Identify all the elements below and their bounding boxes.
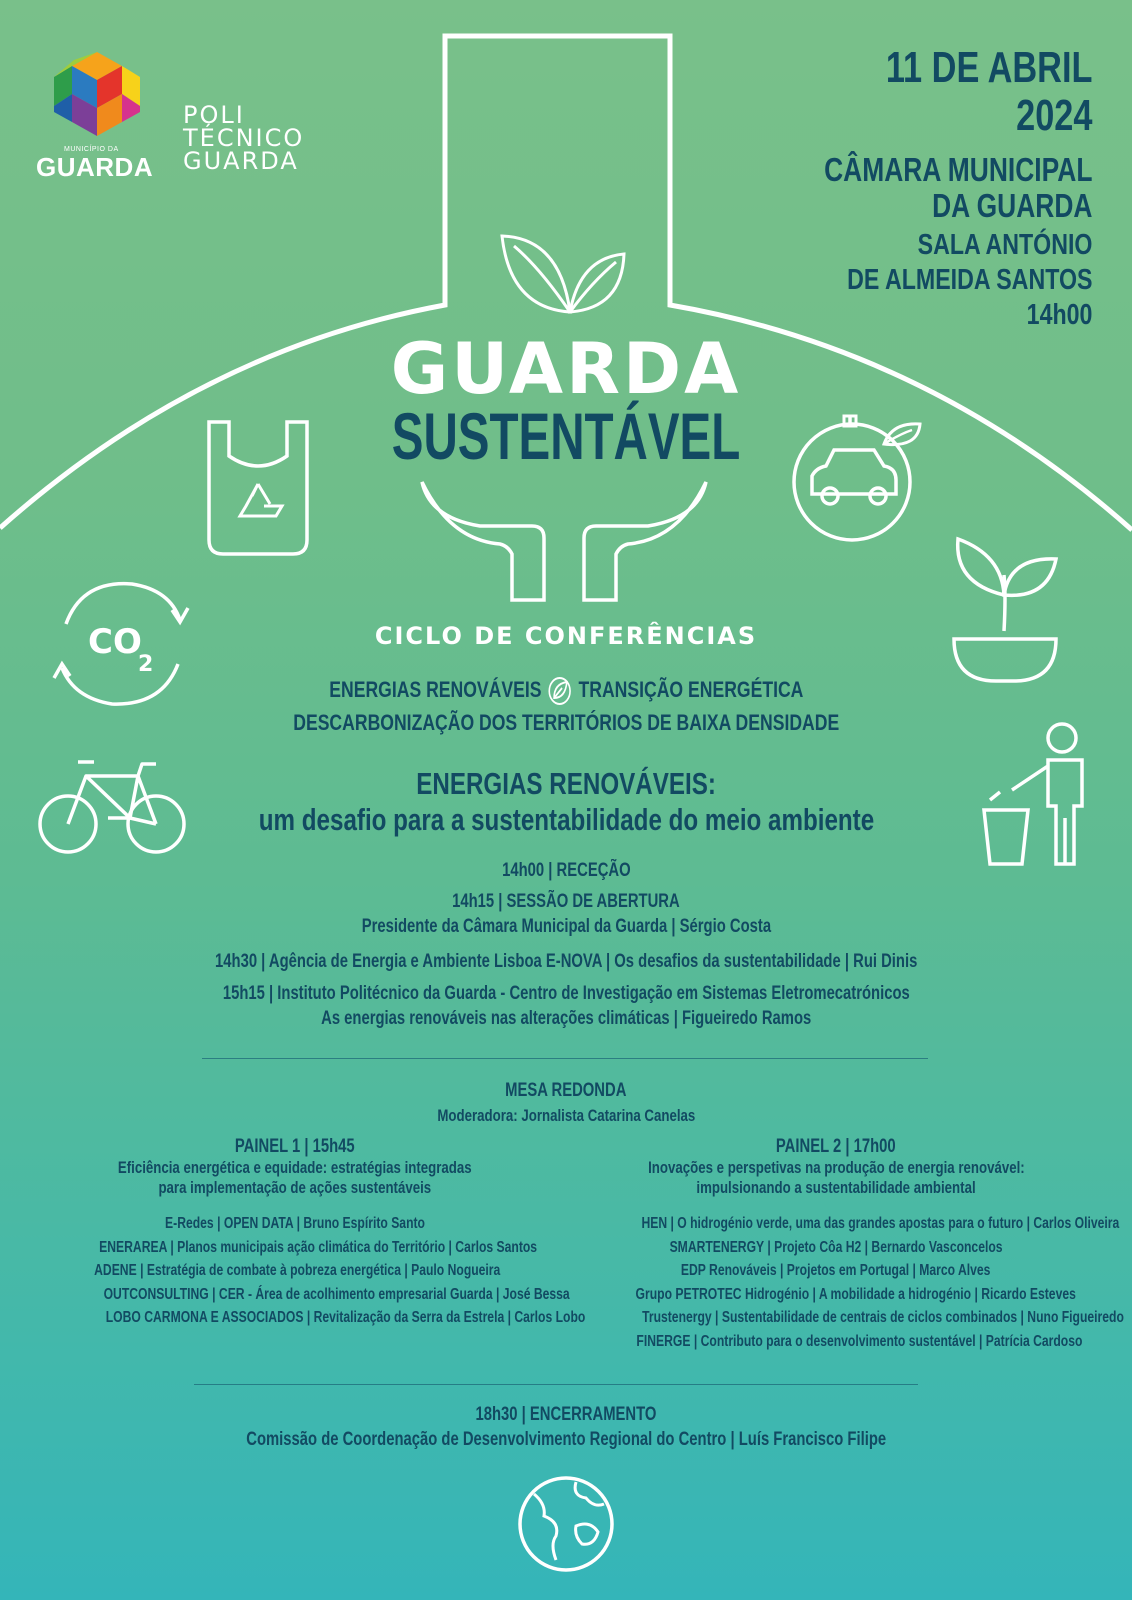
event-time: 14h00	[1026, 299, 1092, 331]
title-guarda: GUARDA	[390, 328, 742, 410]
panel-1-title-1: Eficiência energética e equidade: estratégias integradas	[118, 1158, 472, 1177]
panel-2-title-2: impulsionando a sustentabilidade ambiental	[696, 1178, 976, 1197]
event-info	[757, 44, 1092, 333]
panel-2-heading: PAINEL 2 | 17h00	[776, 1136, 896, 1157]
conference-title: ENERGIAS RENOVÁVEIS:	[416, 766, 716, 801]
municipio-label: MUNICÍPIO DA	[64, 146, 119, 153]
list-item: Trustenergy | Sustentabilidade de centrais de ciclos combinados | Nuno Figueiredo	[642, 1309, 1124, 1326]
room-line-1: SALA ANTÓNIO	[917, 229, 1092, 261]
leaves-icon	[500, 228, 630, 318]
divider	[194, 1384, 918, 1385]
panel-1	[30, 1136, 586, 1330]
closing-speaker: Comissão de Coordenação de Desenvolvimento Regional do Centro | Luís Francisco Filipe	[246, 1429, 886, 1450]
list-item: EDP Renováveis | Projetos em Portugal | Marco Alves	[681, 1262, 991, 1279]
panel-1-title-2: para implementação de ações sustentáveis	[158, 1178, 432, 1197]
topic-transicao: TRANSIÇÃO ENERGÉTICA	[578, 676, 804, 702]
topics-line-2: DESCARBONIZAÇÃO DOS TERRITÓRIOS DE BAIXA DENSIDADE	[293, 710, 839, 735]
panel-2-title-1: Inovações e perspetivas na produção de energia renovável:	[647, 1158, 1025, 1177]
program-item: 14h30 | Agência de Energia e Ambiente Lisboa E-NOVA | Os desafios da sustentabilidade | Rui Dinis	[214, 951, 918, 972]
co2-subscript: 2	[138, 652, 154, 677]
list-item: HEN | O hidrogénio verde, uma das grandes apostas para o futuro | Carlos Oliveira	[641, 1215, 1120, 1232]
venue-line-1: CÂMARA MUNICIPAL	[823, 151, 1092, 188]
round-table-moderator: Moderadora: Jornalista Catarina Canelas	[437, 1106, 695, 1125]
leaf-divider-icon	[548, 676, 572, 706]
panel-2	[566, 1136, 1124, 1353]
list-item: ADENE | Estratégia de combate à pobreza energética | Paulo Nogueira	[94, 1262, 501, 1279]
list-item: Grupo PETROTEC Hidrogénio | A mobilidade a hidrogénio | Ricardo Esteves	[635, 1285, 1076, 1303]
program-item: 15h15 | Instituto Politécnico da Guarda - Centro de Investigação em Sistemas Eletromecatrónicos	[222, 983, 910, 1004]
list-item: E-Redes | OPEN DATA | Bruno Espírito Santo	[165, 1215, 425, 1232]
municipio-name: GUARDA	[36, 152, 154, 182]
list-item: SMARTENERGY | Projeto Côa H2 | Bernardo Vasconcelos	[669, 1238, 1003, 1256]
divider	[202, 1058, 928, 1059]
series-title: CICLO DE CONFERÊNCIAS	[374, 622, 758, 650]
title-sustentavel	[0, 398, 1132, 474]
poli-line-2: TÉCNICO	[183, 124, 305, 152]
program-item: 14h00 | RECEÇÃO	[501, 860, 631, 881]
co2-label: CO	[88, 622, 142, 662]
plant-pot-icon	[952, 535, 1062, 685]
poli-line-3: GUARDA	[183, 147, 299, 175]
title-sustentavel-text: SUSTENTÁVEL	[391, 399, 741, 473]
list-item: ENERAREA | Planos municipais ação climática do Território | Carlos Santos	[99, 1238, 538, 1256]
municipio-guarda-logo-icon	[52, 50, 142, 142]
topic-renovaveis: ENERGIAS RENOVÁVEIS	[328, 676, 542, 702]
venue-line-2: DA GUARDA	[931, 187, 1092, 224]
program-item: As energias renováveis nas alterações climáticas | Figueiredo Ramos	[320, 1008, 812, 1029]
event-year: 2024	[1015, 91, 1092, 140]
topics-line-1	[0, 676, 1132, 706]
program-item: 14h15 | SESSÃO DE ABERTURA	[452, 891, 680, 912]
round-table-title: MESA REDONDA	[505, 1080, 627, 1101]
program-item: Presidente da Câmara Municipal da Guarda | Sérgio Costa	[361, 916, 771, 937]
politecnico-guarda-logo	[183, 101, 305, 175]
list-item: FINERGE | Contributo para o desenvolvimento sustentável | Patrícia Cardoso	[636, 1332, 1083, 1350]
conference-subtitle: um desafio para a sustentabilidade do meio ambiente	[258, 802, 874, 837]
list-item: OUTCONSULTING | CER - Área de acolhimento empresarial Guarda | José Bessa	[103, 1285, 570, 1303]
room-line-2: DE ALMEIDA SANTOS	[846, 264, 1092, 296]
recycle-bag-icon	[206, 420, 310, 560]
event-date: 11 DE ABRIL	[885, 43, 1092, 92]
closing-heading: 18h30 | ENCERRAMENTO	[475, 1404, 657, 1425]
hands-icon	[420, 478, 710, 608]
list-item: LOBO CARMONA E ASSOCIADOS | Revitalização da Serra da Estrela | Carlos Lobo	[105, 1309, 586, 1326]
panel-1-heading: PAINEL 1 | 15h45	[235, 1136, 355, 1157]
globe-icon	[516, 1474, 616, 1574]
eco-car-icon	[792, 414, 942, 554]
poli-line-1: POLI	[183, 101, 245, 129]
